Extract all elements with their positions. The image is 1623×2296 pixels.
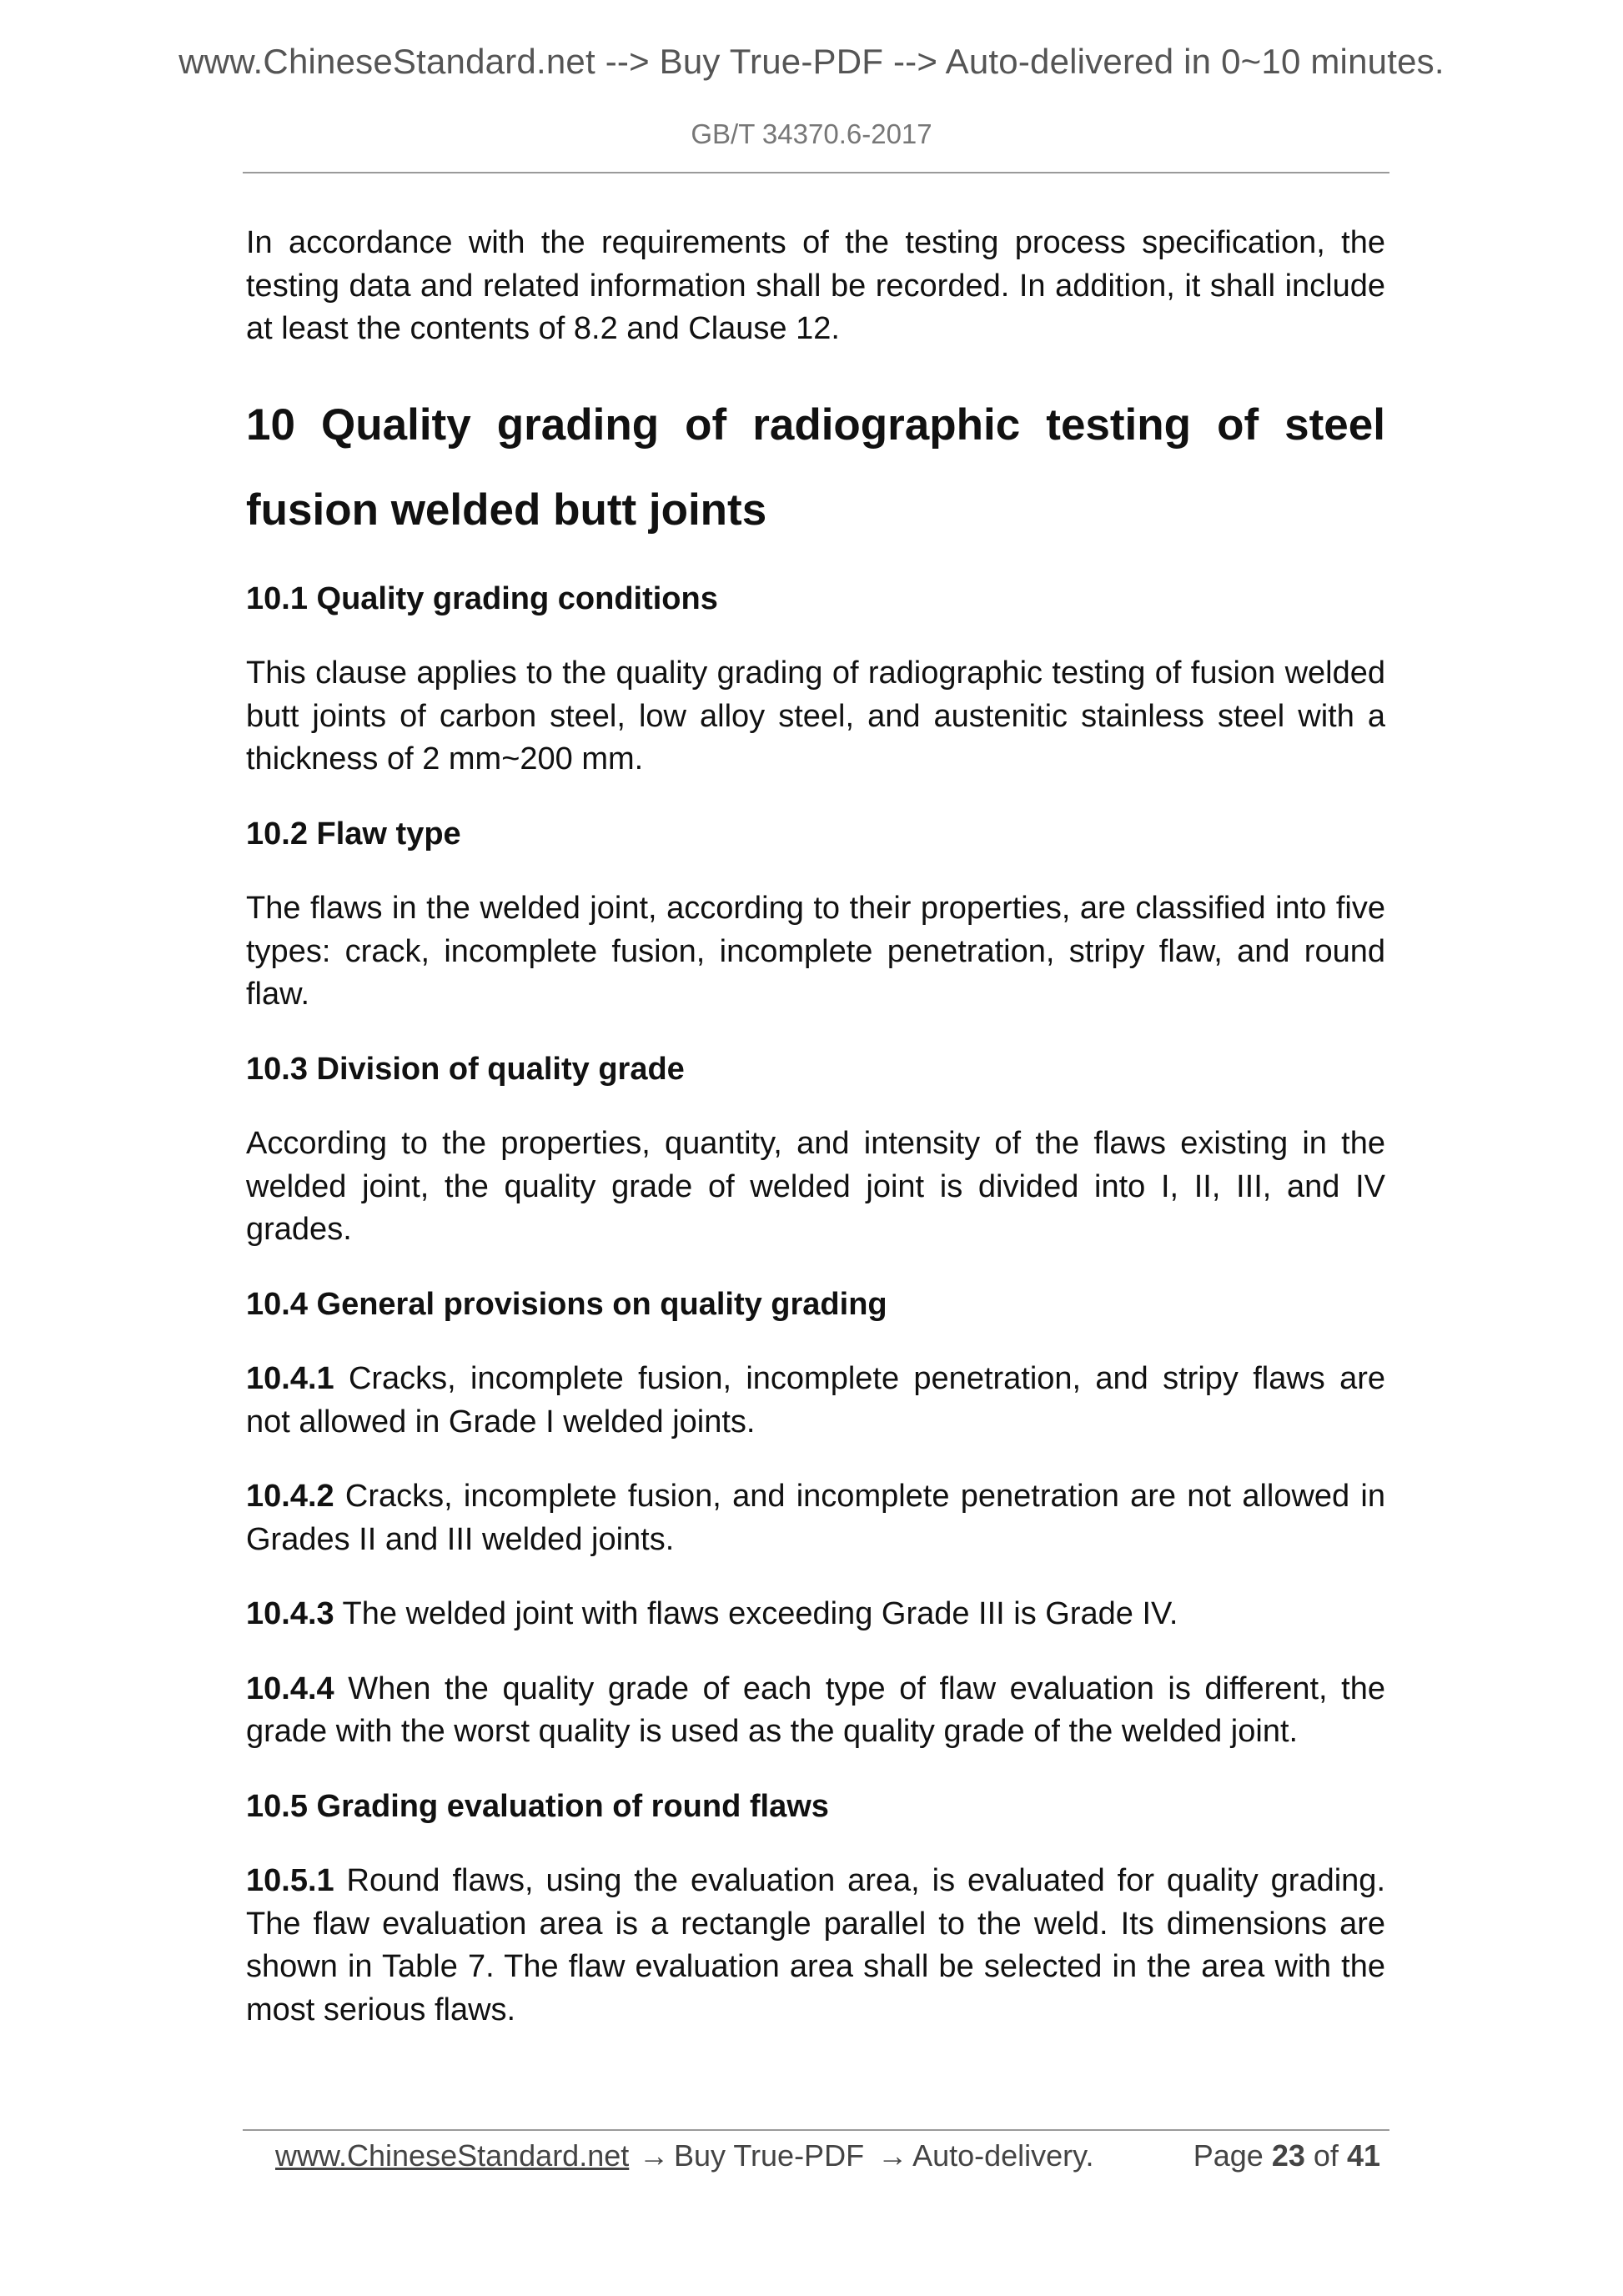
page-total: 41: [1346, 2138, 1380, 2173]
footer-website-link[interactable]: www.ChineseStandard.net: [275, 2138, 630, 2173]
arrow-right-icon: →: [877, 2138, 908, 2173]
heading-10-4: 10.4 General provisions on quality grading: [246, 1286, 887, 1322]
clause-10-4-1: [246, 1358, 1385, 1444]
clause-10-5-1: [246, 1860, 1385, 2032]
clause-10-4-2: [246, 1475, 1385, 1561]
page-indicator: [1193, 2131, 1380, 2181]
page-number: 23: [1271, 2138, 1305, 2173]
page-label: Page: [1193, 2138, 1264, 2173]
clause-number: 10.4.4: [246, 1671, 334, 1706]
clause-10-4-3: [246, 1593, 1385, 1636]
footer-buy-text: Buy True-PDF: [674, 2138, 865, 2173]
clause-text: Cracks, incomplete fusion, and incomplete penetration are not allowed in Grades II and III welded joints.: [246, 1479, 1385, 1557]
footer-auto-text: Auto-delivery.: [912, 2138, 1094, 2173]
clause-number: 10.4.1: [246, 1361, 334, 1396]
clause-number: 10.4.3: [246, 1596, 334, 1631]
clause-text: Cracks, incomplete fusion, incomplete penetration, and stripy flaws are not allowed in Grade I welded joints.: [246, 1361, 1385, 1439]
intro-paragraph: In accordance with the requirements of the testing process specification, the testing data and related information shall be recorded. In addition, it shall include at least the contents of 8.2 and Clause 12.: [246, 225, 1385, 346]
footer-promo: [634, 2131, 1094, 2181]
of-label: of: [1313, 2138, 1339, 2173]
clause-number: 10.5.1: [246, 1863, 334, 1898]
page-body: [246, 222, 1385, 2063]
header-divider: [243, 172, 1389, 173]
clause-number: 10.4.2: [246, 1479, 334, 1514]
page-footer: [275, 2131, 1380, 2181]
header-banner: www.ChineseStandard.net --> Buy True-PDF --> Auto-delivered in 0~10 minutes.: [178, 42, 1445, 81]
document-id: GB/T 34370.6-2017: [691, 118, 932, 149]
heading-10-5: 10.5 Grading evaluation of round flaws: [246, 1788, 829, 1824]
paragraph-10-3: According to the properties, quantity, and intensity of the flaws existing in the welded joint, the quality grade of welded joint is divided into I, II, III, and IV grades.: [246, 1126, 1385, 1247]
clause-text: Round flaws, using the evaluation area, is evaluated for quality grading. The flaw evaluation area is a rectangle parallel to the weld. Its dimensions are shown in Table 7. The flaw evaluation area shall be selected in the area with the most serious flaws.: [246, 1863, 1385, 2027]
arrow-right-icon: →: [639, 2138, 669, 2173]
paragraph-10-1: This clause applies to the quality grading of radiographic testing of fusion welded butt joints of carbon steel, low alloy steel, and austenitic stainless steel with a thickness of 2 mm~200 mm.: [246, 656, 1385, 776]
heading-10-2: 10.2 Flaw type: [246, 816, 461, 852]
clause-10-4-4: [246, 1668, 1385, 1754]
heading-10-1: 10.1 Quality grading conditions: [246, 580, 718, 616]
paragraph-10-2: The flaws in the welded joint, according to their properties, are classified into five types: crack, incomplete fusion, incomplete penetration, stripy flaw, and round flaw.: [246, 891, 1385, 1012]
section-10-heading: 10 Quality grading of radiographic testing of steel fusion welded butt joints: [246, 399, 1385, 535]
clause-text: When the quality grade of each type of flaw evaluation is different, the grade with the worst quality is used as the quality grade of the welded joint.: [246, 1671, 1385, 1749]
clause-text: The welded joint with flaws exceeding Grade III is Grade IV.: [334, 1596, 1178, 1631]
heading-10-3: 10.3 Division of quality grade: [246, 1051, 685, 1087]
